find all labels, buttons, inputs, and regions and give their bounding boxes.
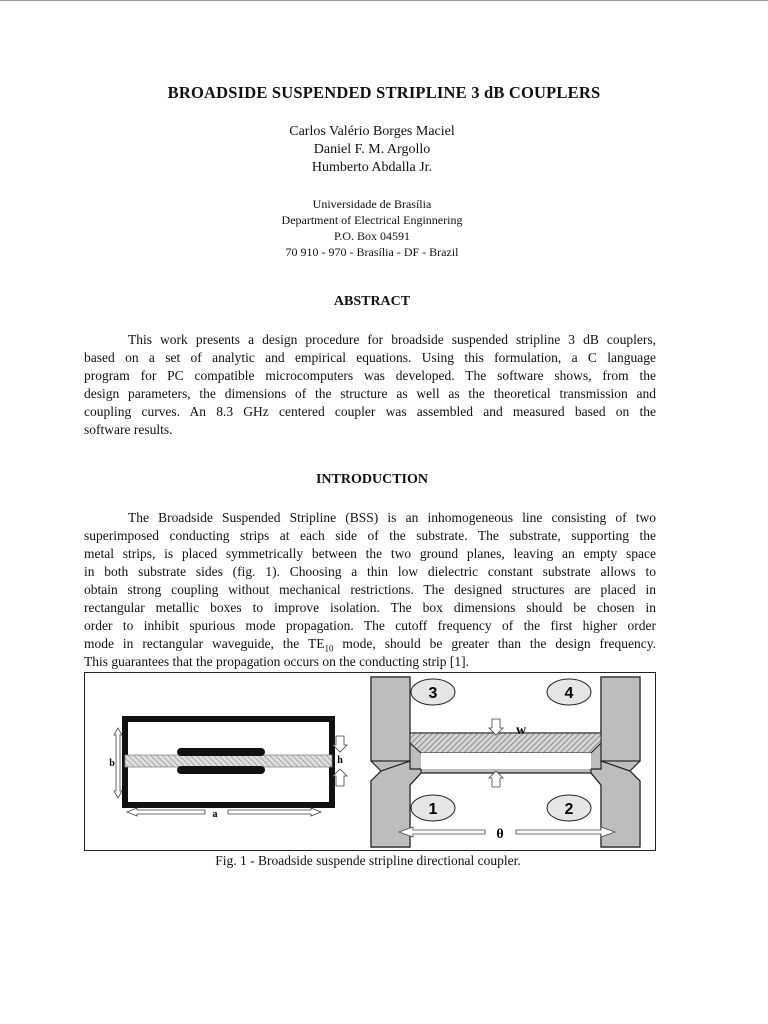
text-line: design parameters, the dimensions of the structure as well as the theoretical transmission and: [84, 386, 656, 401]
theta-label: θ: [496, 827, 504, 842]
coupler-diagram: [85, 673, 655, 850]
text-line: This work presents a design procedure for broadside suspended stripline 3 dB couplers,: [128, 332, 656, 347]
b-dimension-arrow: [114, 728, 122, 798]
introduction-heading: INTRODUCTION: [315, 472, 428, 487]
text-line: based on a set of analytic and empirical equations. Using this formulation, a C language: [84, 350, 656, 365]
port-3-label: 3: [428, 685, 438, 702]
figure-1: [84, 672, 656, 851]
b-label: b: [109, 758, 115, 769]
paper-title: BROADSIDE SUSPENDED STRIPLINE 3 dB COUPLERS: [167, 83, 601, 102]
upper-strip: [177, 748, 265, 756]
abstract-paragraph: [84, 331, 656, 439]
h-arrow-up: [333, 769, 347, 786]
text-line: The Broadside Suspended Stripline (BSS) is an inhomogeneous line consisting of two: [128, 510, 656, 525]
text-line: in both substrate sides (fig. 1). Choosing a thin low dielectric constant substrate allows to: [84, 564, 656, 579]
text-line: superimposed conducting strips at each side of the substrate. The substrate, supporting the: [84, 528, 656, 543]
port-1-label: 1: [428, 801, 438, 818]
text-line: order to inhibit spurious mode propagation. The cutoff frequency of the first higher order: [84, 618, 656, 633]
text-line: rectangular metallic boxes to improve isolation. The box dimensions should be chosen in: [84, 600, 656, 615]
a-arrow-right: [228, 808, 321, 816]
port-2-label: 2: [564, 801, 574, 818]
text-line: metal strips, is placed symmetrically between the two ground planes, leaving an empty space: [84, 546, 656, 561]
theta-arrow-left: [399, 827, 485, 837]
affiliation-line: 70 910 - 970 - Brasília - DF - Brazil: [285, 245, 459, 259]
figure-caption: Fig. 1 - Broadside suspende stripline directional coupler.: [215, 853, 521, 868]
affiliation: [0, 196, 744, 260]
abstract-heading: ABSTRACT: [333, 294, 411, 309]
affiliation-line: Department of Electrical Enginnering: [281, 213, 463, 227]
author-name: Carlos Valério Borges Maciel: [289, 124, 455, 139]
a-label: a: [212, 809, 218, 820]
author-name: Humberto Abdalla Jr.: [311, 160, 433, 175]
theta-arrow-right: [516, 827, 615, 837]
page-top-rule: [0, 0, 768, 1]
arm-4: [601, 677, 640, 761]
text-line: obtain strong coupling without mechanical restrictions. The designed structures are placed in: [84, 582, 656, 597]
h-label: h: [337, 755, 343, 766]
text-line: This guarantees that the propagation occurs on the conducting strip [1].: [84, 654, 470, 669]
text-line: coupling curves. An 8.3 GHz centered coupler was assembled and measured based on the: [84, 404, 656, 419]
arm-3: [371, 677, 410, 761]
author-name: Daniel F. M. Argollo: [313, 142, 431, 157]
a-arrow-left: [127, 808, 205, 816]
coupler-top-view: [371, 677, 640, 847]
substrate: [125, 755, 332, 767]
port-4-label: 4: [564, 685, 574, 702]
cross-section: [109, 719, 347, 820]
introduction-paragraph: [84, 509, 656, 671]
text-line: software results.: [84, 422, 173, 437]
author-list: [0, 123, 744, 177]
text-line: program for PC compatible microcomputers was developed. The software shows, from the: [84, 368, 656, 383]
affiliation-line: Universidade de Brasília: [312, 197, 432, 211]
affiliation-line: P.O. Box 04591: [333, 229, 410, 243]
text-line: mode in rectangular waveguide, the $TE_{10}$ mode, should be greater than the design frequency.: [84, 636, 656, 653]
h-arrow-down: [333, 736, 347, 752]
w-label: w: [515, 723, 527, 738]
lower-strip: [177, 766, 265, 774]
